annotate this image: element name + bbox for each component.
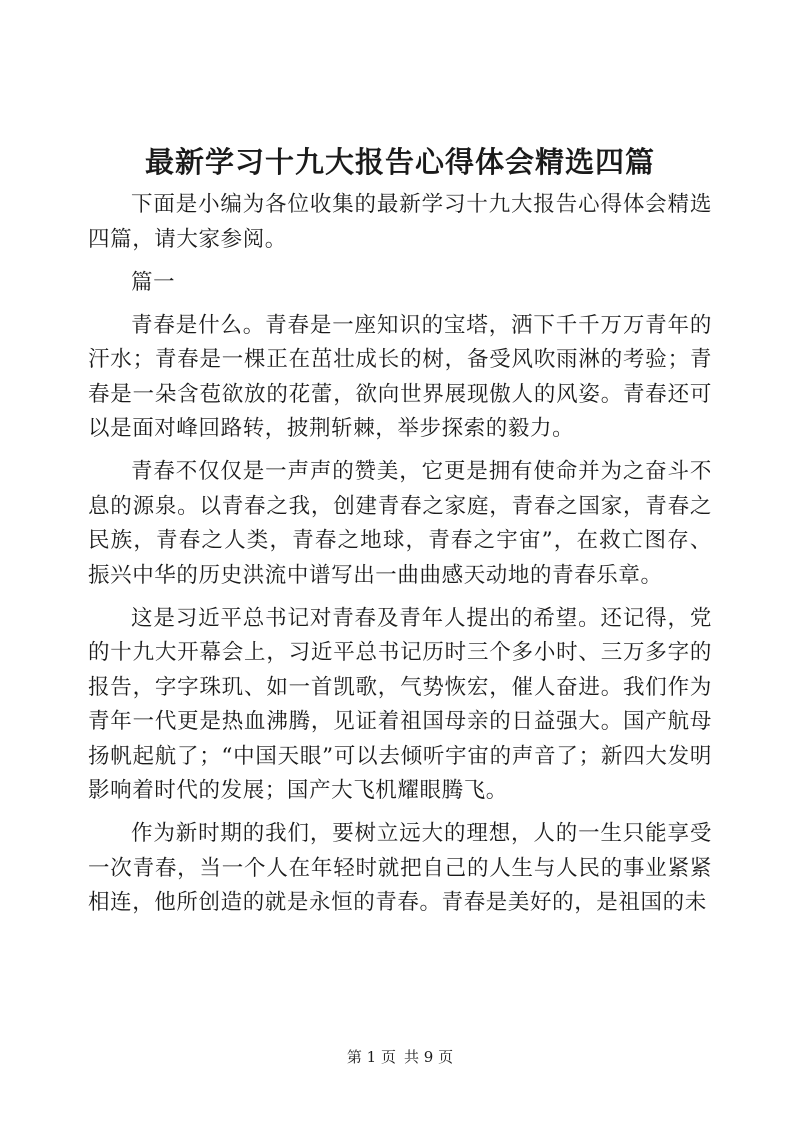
intro-paragraph: 下面是小编为各位收集的最新学习十九大报告心得体会精选四篇，请大家参阅。	[88, 192, 712, 252]
page-footer	[0, 1047, 800, 1067]
body-paragraph: 这是习近平总书记对青春及青年人提出的希望。还记得，党的十九大开幕会上，习近平总书记历时三个多小时、三万多字的报告，字字珠玑、如一首凯歌，气势恢宏，催人奋进。我们作为青年一代更是热血沸腾，见证着祖国母亲的日益强大。国产航母扬帆起航了；“中国天眼”可以去倾听宇宙的声音了；新四大发明影响着时代的发展；国产大飞机耀眼腾飞。	[88, 605, 712, 803]
section-heading-part-one: 篇一	[131, 269, 176, 295]
body-paragraph: 青春是什么。青春是一座知识的宝塔，洒下千千万万青年的汗水；青春是一棵正在茁壮成长的树，备受风吹雨淋的考验；青春是一朵含苞欲放的花蕾，欲向世界展现傲人的风姿。青春还可以是面对峰回路转，披荆斩棘，举步探索的毅力。	[88, 312, 712, 441]
page-total: 共 9 页	[404, 1048, 454, 1066]
page-number: 第 1 页	[346, 1048, 396, 1066]
body-paragraph: 作为新时期的我们，要树立远大的理想，人的一生只能享受一次青春，当一个人在年轻时就把自己的人生与人民的事业紧紧相连，他所创造的就是永恒的青春。青春是美好的，是祖国的未	[88, 821, 712, 915]
document-body	[88, 188, 712, 929]
document-title: 最新学习十九大报告心得体会精选四篇	[144, 145, 655, 179]
body-paragraph: 青春不仅仅是一声声的赞美，它更是拥有使命并为之奋斗不息的源泉。以青春之我，创建青春之家庭，青春之国家，青春之民族，青春之人类，青春之地球，青春之宇宙”，在救亡图存、振兴中华的历史洪流中谱写出一曲曲感天动地的青春乐章。	[88, 459, 712, 588]
